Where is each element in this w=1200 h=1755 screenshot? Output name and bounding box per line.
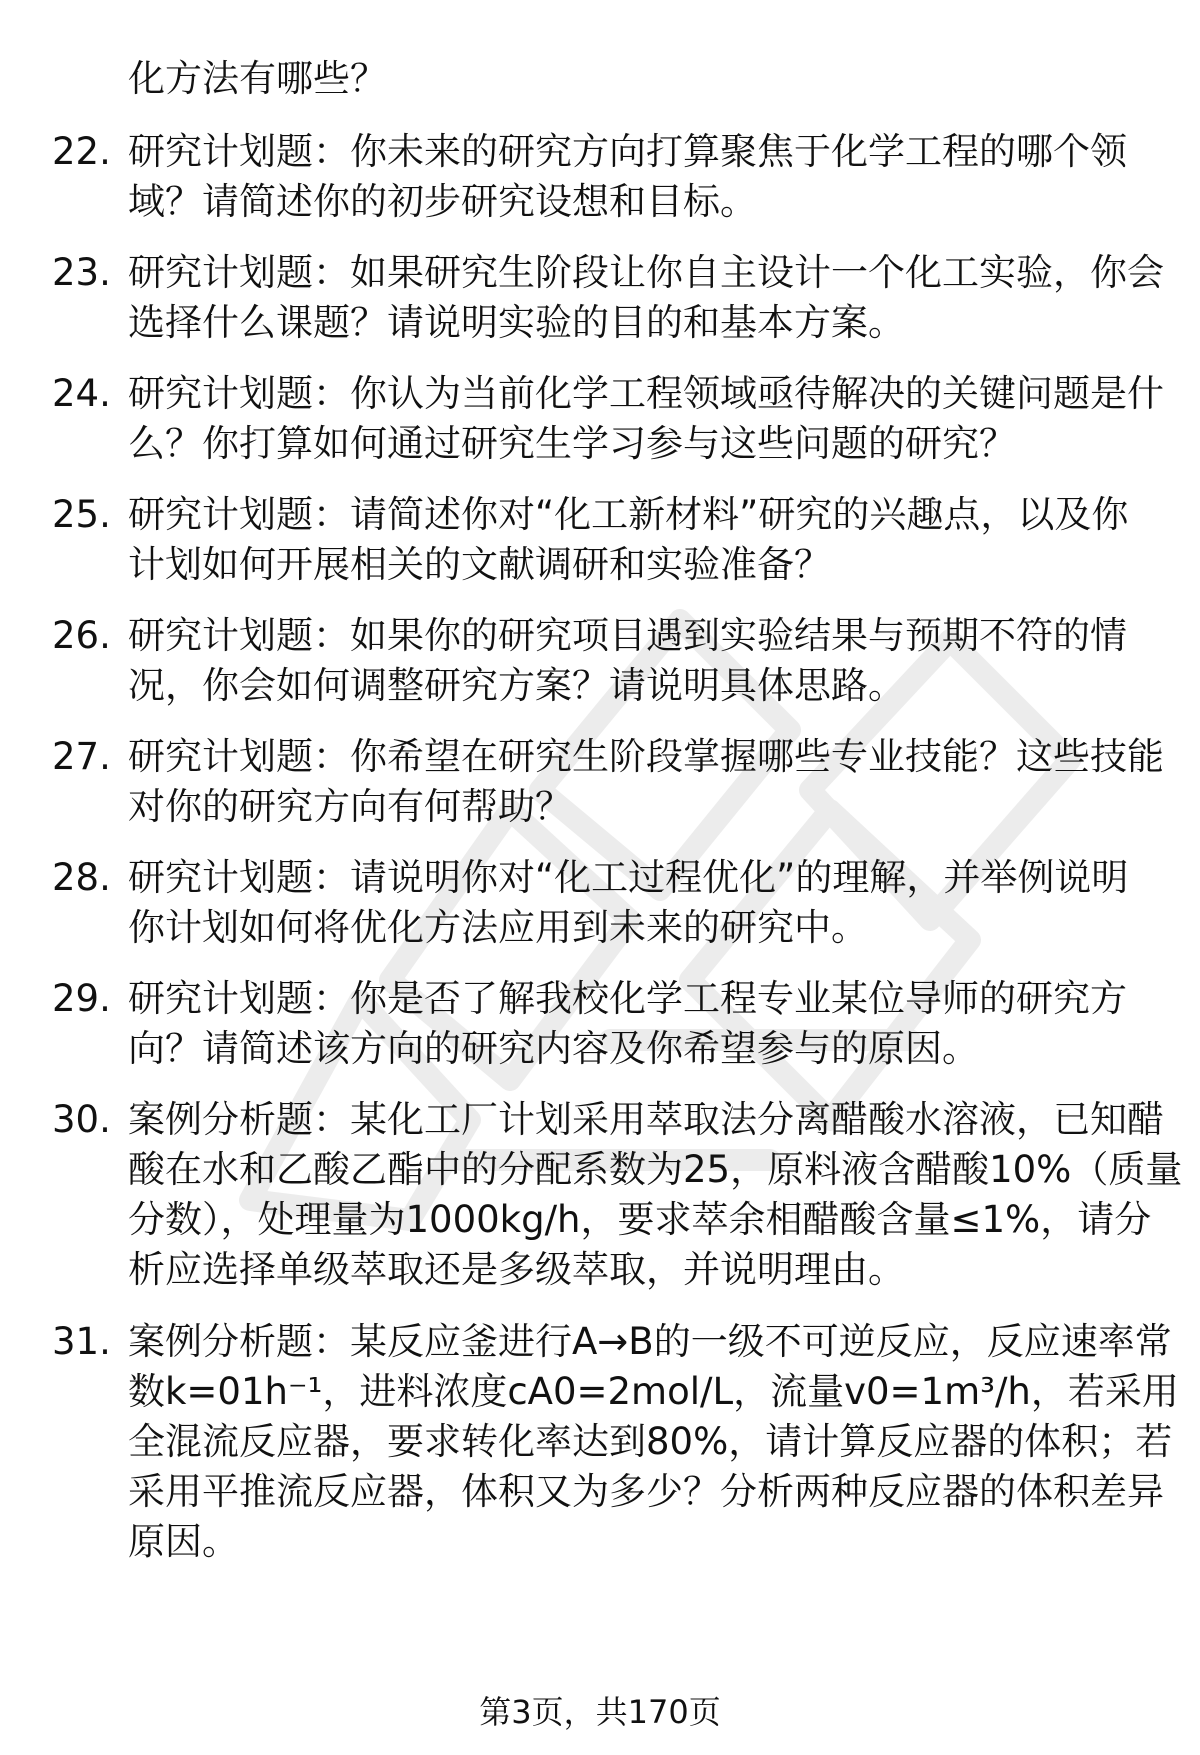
question-item-30 [52, 1095, 1183, 1295]
question-text-line: 研究计划题：你未来的研究方向打算聚焦于化学工程的哪个领 [128, 130, 1127, 173]
question-text-line: 研究计划题：你是否了解我校化学工程专业某位导师的研究方 [128, 977, 1127, 1020]
question-number: 24. [52, 372, 111, 415]
question-item-29 [52, 974, 1152, 1074]
question-text-line: 案例分析题：某化工厂计划采用萃取法分离醋酸水溶液，已知醋 [128, 1098, 1164, 1141]
question-item-22 [52, 127, 1152, 227]
question-item-23 [52, 248, 1164, 348]
question-text-line: 况，你会如何调整研究方案？请说明具体思路。 [128, 664, 905, 707]
question-number: 26. [52, 614, 111, 657]
question-text-line: 案例分析题：某反应釜进行A→B的一级不可逆反应，反应速率常 [128, 1320, 1172, 1363]
question-item-24 [52, 369, 1164, 469]
question-number: 27. [52, 735, 111, 778]
question-text-line: 酸在水和乙酸乙酯中的分配系数为25，原料液含醋酸10%（质量 [128, 1148, 1183, 1191]
question-number: 28. [52, 856, 111, 899]
question-text-line: 研究计划题：你希望在研究生阶段掌握哪些专业技能？这些技能 [128, 735, 1164, 778]
question-text-line: 域？请简述你的初步研究设想和目标。 [128, 180, 757, 223]
question-item-31 [52, 1317, 1179, 1567]
question-text-line: 全混流反应器，要求转化率达到80%，请计算反应器的体积；若 [128, 1420, 1173, 1463]
question-text-line: 分数），处理量为1000kg/h，要求萃余相醋酸含量≤1%，请分 [128, 1198, 1152, 1241]
question-text-line: 对你的研究方向有何帮助？ [128, 785, 572, 828]
question-number: 29. [52, 977, 111, 1020]
question-text-line: 数k=01h⁻¹，进料浓度cA0=2mol/L，流量v0=1m³/h，若采用 [128, 1370, 1179, 1413]
question-text-line: 选择什么课题？请说明实验的目的和基本方案。 [128, 301, 905, 344]
question-text-line: 计划如何开展相关的文献调研和实验准备？ [128, 543, 831, 586]
question-text-line: 采用平推流反应器，体积又为多少？分析两种反应器的体积差异 [128, 1470, 1164, 1513]
question-text-line: 原因。 [128, 1520, 239, 1563]
continuation-line: 化方法有哪些？ [128, 57, 387, 100]
question-text-line: 研究计划题：你认为当前化学工程领域亟待解决的关键问题是什 [128, 372, 1164, 415]
question-text-line: 向？请简述该方向的研究内容及你希望参与的原因。 [128, 1027, 979, 1070]
question-text-line: 你计划如何将优化方法应用到未来的研究中。 [128, 906, 868, 949]
question-item-28 [52, 853, 1152, 953]
question-text-line: 研究计划题：请说明你对“化工过程优化”的理解，并举例说明 [128, 856, 1129, 899]
question-text-line: 研究计划题：请简述你对“化工新材料”研究的兴趣点，以及你 [128, 493, 1129, 536]
question-number: 31. [52, 1320, 111, 1363]
question-item-25 [52, 490, 1152, 590]
question-text-line: 研究计划题：如果你的研究项目遇到实验结果与预期不符的情 [128, 614, 1127, 657]
question-number: 30. [52, 1098, 111, 1141]
question-number: 23. [52, 251, 111, 294]
question-item-27 [52, 732, 1164, 832]
question-text-line: 么？你打算如何通过研究生学习参与这些问题的研究？ [128, 422, 1016, 465]
question-number: 22. [52, 130, 111, 173]
question-item-26 [52, 611, 1152, 711]
question-number: 25. [52, 493, 111, 536]
question-text-line: 研究计划题：如果研究生阶段让你自主设计一个化工实验，你会 [128, 251, 1164, 294]
page-footer: 第3页，共170页 [479, 1693, 721, 1731]
question-text-line: 析应选择单级萃取还是多级萃取，并说明理由。 [128, 1248, 905, 1291]
